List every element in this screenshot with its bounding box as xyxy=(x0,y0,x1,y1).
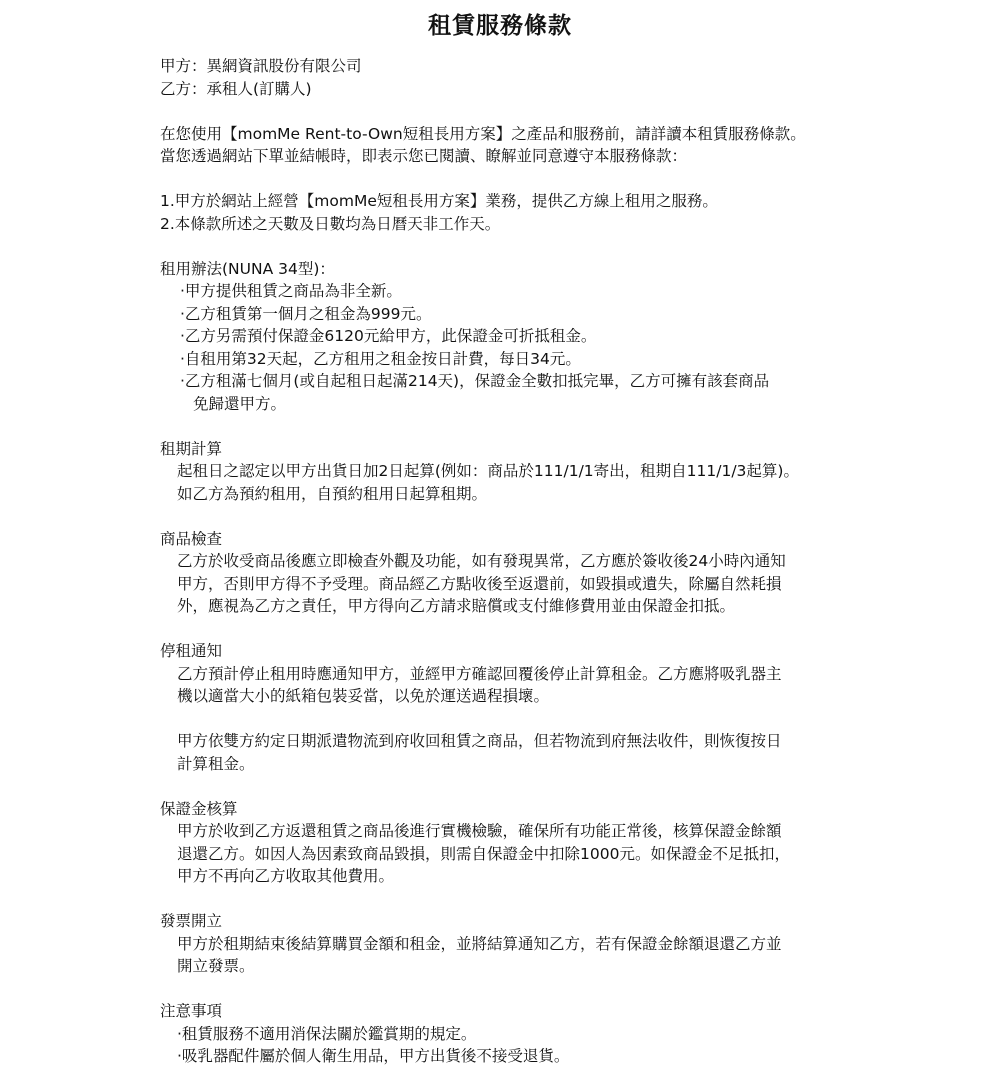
termination-text: 機以適當大小的紙箱包裝妥當，以免於運送過程損壞。 xyxy=(177,687,550,705)
inspection-text: 乙方於收受商品後應立即檢查外觀及功能，如有發現異常，乙方應於簽收後24小時內通知 xyxy=(177,552,786,570)
party-b: 乙方：承租人(訂購人) xyxy=(160,79,312,98)
general-clause: 1.甲方於網站上經營【momMe短租長用方案】業務，提供乙方線上租用之服務。 xyxy=(160,192,718,210)
deposit-text: 甲方不再向乙方收取其他費用。 xyxy=(177,867,395,885)
termination-text: 乙方預計停止租用時應通知甲方，並經甲方確認回覆後停止計算租金。乙方應將吸乳器主 xyxy=(177,664,782,683)
rental-method-item-continuation: 免歸還甲方。 xyxy=(193,394,287,413)
rental-period-text: 起租日之認定以甲方出貨日加2日起算(例如：商品於111/1/1寄出，租期自111/1/3起算)。 xyxy=(177,462,799,480)
inspection-text: 外，應視為乙方之責任，甲方得向乙方請求賠償或支付維修費用並由保證金扣抵。 xyxy=(177,597,736,615)
invoice-text: 開立發票。 xyxy=(177,957,255,975)
section-heading-invoice: 發票開立 xyxy=(160,912,223,930)
rental-method-item: ‧甲方提供租賃之商品為非全新。 xyxy=(180,282,402,300)
party-a: 甲方：異網資訊股份有限公司 xyxy=(160,57,362,75)
terms-body xyxy=(160,55,860,1068)
rental-period-text: 如乙方為預約租用，自預約租用日起算租期。 xyxy=(177,484,488,503)
deposit-text: 退還乙方。如因人為因素致商品毀損，則需自保證金中扣除1000元。如保證金不足抵扣， xyxy=(177,844,790,863)
inspection-text: 甲方，否則甲方得不予受理。商品經乙方點收後至返還前，如毀損或遺失，除屬自然耗損 xyxy=(177,574,782,593)
termination-text: 甲方依雙方約定日期派遣物流到府收回租賃之商品，但若物流到府無法收件，則恢復按日 xyxy=(177,732,782,750)
rental-method-item: ‧乙方另需預付保證金6120元給甲方，此保證金可折抵租金。 xyxy=(180,327,597,345)
general-clause: 2.本條款所述之天數及日數均為日曆天非工作天。 xyxy=(160,214,501,233)
section-heading-rental-method: 租用辦法(NUNA 34型)： xyxy=(160,259,335,278)
notes-item: ‧吸乳器配件屬於個人衛生用品，甲方出貨後不接受退貨。 xyxy=(177,1047,570,1065)
page-title: 租賃服務條款 xyxy=(428,13,572,39)
notes-item: ‧租賃服務不適用消保法關於鑑賞期的規定。 xyxy=(177,1024,477,1043)
section-heading-termination: 停租通知 xyxy=(160,642,223,660)
rental-method-item: ‧乙方租滿七個月(或自起租日起滿214天)，保證金全數扣抵完畢，乙方可擁有該套商品 xyxy=(180,372,770,390)
rental-method-item: ‧乙方租賃第一個月之租金為999元。 xyxy=(180,304,432,323)
intro-line: 當您透過網站下單並結帳時，即表示您已閱讀、瞭解並同意遵守本服務條款： xyxy=(160,147,688,165)
deposit-text: 甲方於收到乙方返還租賃之商品後進行實機檢驗，確保所有功能正常後，核算保證金餘額 xyxy=(177,822,782,840)
intro-line: 在您使用【momMe Rent-to-Own短租長用方案】之產品和服務前，請詳讀本租賃服務條款。 xyxy=(160,124,806,143)
termination-text: 計算租金。 xyxy=(177,754,255,773)
section-heading-notes: 注意事項 xyxy=(160,1002,223,1020)
section-heading-rental-period: 租期計算 xyxy=(160,439,223,458)
section-heading-deposit: 保證金核算 xyxy=(160,799,238,818)
section-heading-inspection: 商品檢查 xyxy=(160,529,223,548)
rental-method-item: ‧自租用第32天起，乙方租用之租金按日計費，每日34元。 xyxy=(180,349,581,368)
invoice-text: 甲方於租期結束後結算購買金額和租金，並將結算通知乙方，若有保證金餘額退還乙方並 xyxy=(177,934,782,953)
